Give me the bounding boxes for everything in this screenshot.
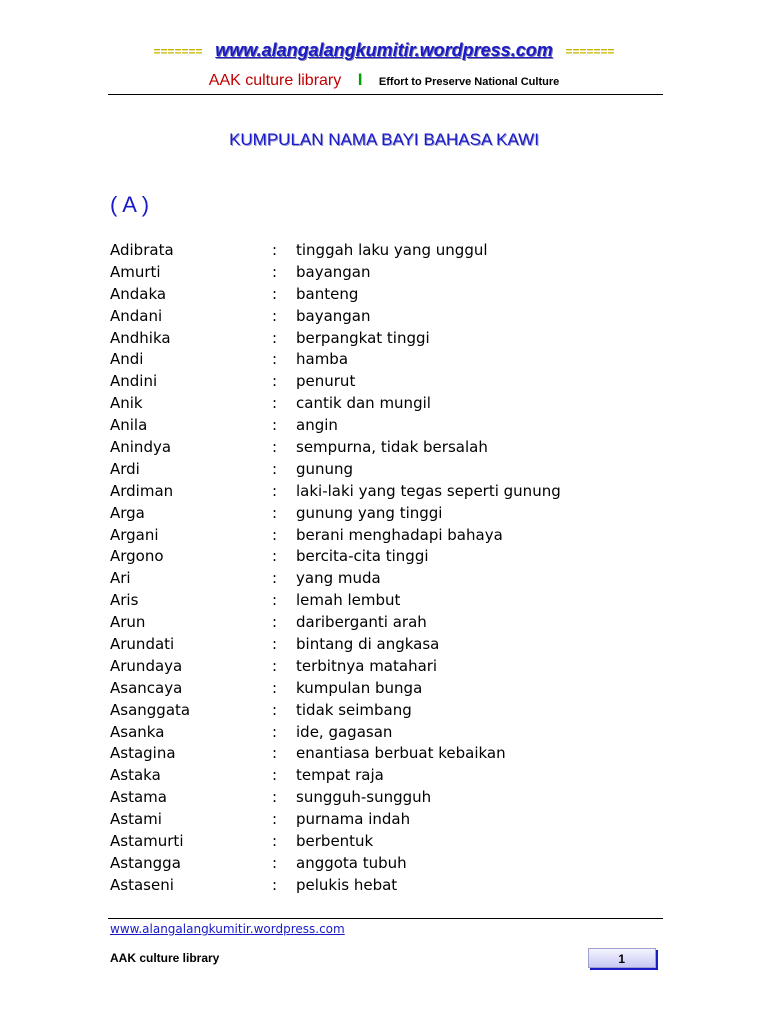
list-item xyxy=(110,765,670,787)
entry-separator: : xyxy=(272,810,278,829)
header-divider xyxy=(108,94,663,95)
header-deco-right: ======= xyxy=(565,44,615,59)
entry-meaning: laki-laki yang tegas seperti gunung xyxy=(296,481,561,500)
entry-separator: : xyxy=(272,284,278,303)
list-item xyxy=(110,262,670,284)
entry-name: Amurti xyxy=(110,262,161,281)
list-item xyxy=(110,525,670,547)
entry-separator: : xyxy=(272,481,278,500)
entry-name: Aris xyxy=(110,591,139,610)
entry-name: Arundaya xyxy=(110,656,183,675)
entry-meaning: bercita-cita tinggi xyxy=(296,547,429,566)
entry-name: Asanggata xyxy=(110,700,191,719)
list-item xyxy=(110,240,670,262)
entry-meaning: angin xyxy=(296,416,338,435)
entry-name: Andaka xyxy=(110,284,167,303)
entry-meaning: dariberganti arah xyxy=(296,613,427,632)
list-item xyxy=(110,349,670,371)
name-list xyxy=(110,240,670,897)
entry-meaning: berbentuk xyxy=(296,832,374,851)
entry-name: Argono xyxy=(110,547,164,566)
entry-name: Andi xyxy=(110,350,144,369)
entry-meaning: ide, gagasan xyxy=(296,722,393,741)
entry-meaning: pelukis hebat xyxy=(296,875,398,894)
header-site-line xyxy=(0,40,768,61)
header-tagline: Effort to Preserve National Culture xyxy=(378,76,560,88)
entry-separator: : xyxy=(272,766,278,785)
entry-meaning: purnama indah xyxy=(296,810,411,829)
header-subtitle xyxy=(0,70,768,90)
entry-meaning: penurut xyxy=(296,372,356,391)
entry-separator: : xyxy=(272,525,278,544)
entry-separator: : xyxy=(272,744,278,763)
entry-name: Astagina xyxy=(110,744,176,763)
entry-separator: : xyxy=(272,459,278,478)
entry-name: Ari xyxy=(110,569,131,588)
entry-separator: : xyxy=(272,262,278,281)
entry-separator: : xyxy=(272,328,278,347)
entry-name: Andhika xyxy=(110,328,171,347)
entry-meaning: sungguh-sungguh xyxy=(296,788,432,807)
list-item xyxy=(110,875,670,897)
entry-separator: : xyxy=(272,372,278,391)
entry-meaning: berpangkat tinggi xyxy=(296,328,430,347)
list-item xyxy=(110,678,670,700)
entry-name: Andini xyxy=(110,372,158,391)
list-item xyxy=(110,656,670,678)
list-item xyxy=(110,437,670,459)
document-title: KUMPULAN NAMA BAYI BAHASA KAWI xyxy=(229,130,539,149)
entry-name: Arundati xyxy=(110,635,175,654)
entry-meaning: bayangan xyxy=(296,306,371,325)
entry-name: Anila xyxy=(110,416,148,435)
entry-name: Ardiman xyxy=(110,481,174,500)
entry-meaning: gunung yang tinggi xyxy=(296,503,443,522)
entry-separator: : xyxy=(272,635,278,654)
entry-separator: : xyxy=(272,306,278,325)
entry-separator: : xyxy=(272,788,278,807)
entry-meaning: enantiasa berbuat kebaikan xyxy=(296,744,506,763)
list-item xyxy=(110,590,670,612)
entry-name: Astami xyxy=(110,810,162,829)
page-number: 1 xyxy=(618,952,625,966)
footer-site-link[interactable]: www.alangalangkumitir.wordpress.com xyxy=(110,922,345,936)
entry-name: Ardi xyxy=(110,459,140,478)
entry-meaning: lemah lembut xyxy=(296,591,401,610)
entry-separator: : xyxy=(272,853,278,872)
list-item xyxy=(110,612,670,634)
entry-separator: : xyxy=(272,875,278,894)
list-item xyxy=(110,700,670,722)
entry-separator: : xyxy=(272,438,278,457)
entry-meaning: bayangan xyxy=(296,262,371,281)
entry-meaning: tinggah laku yang unggul xyxy=(296,241,488,259)
entry-separator: : xyxy=(272,591,278,610)
entry-separator: : xyxy=(272,832,278,851)
list-item xyxy=(110,459,670,481)
list-item xyxy=(110,809,670,831)
entry-meaning: terbitnya matahari xyxy=(296,656,438,675)
entry-name: Astamurti xyxy=(110,832,184,851)
list-item xyxy=(110,284,670,306)
entry-name: Asanka xyxy=(110,722,165,741)
entry-separator: : xyxy=(272,350,278,369)
entry-separator: : xyxy=(272,678,278,697)
entry-meaning: banteng xyxy=(296,284,359,303)
entry-meaning: gunung xyxy=(296,459,354,478)
entry-name: Astaseni xyxy=(110,875,174,894)
list-item xyxy=(110,415,670,437)
header-separator: I xyxy=(357,70,363,89)
entry-name: Arga xyxy=(110,503,145,522)
entry-meaning: berani menghadapi bahaya xyxy=(296,525,503,544)
list-item xyxy=(110,722,670,744)
list-item xyxy=(110,328,670,350)
entry-name: Asancaya xyxy=(110,678,183,697)
list-item xyxy=(110,393,670,415)
footer-divider xyxy=(108,918,663,919)
entry-separator: : xyxy=(272,394,278,413)
entry-separator: : xyxy=(272,722,278,741)
list-item xyxy=(110,634,670,656)
entry-separator: : xyxy=(272,547,278,566)
list-item xyxy=(110,371,670,393)
list-item xyxy=(110,546,670,568)
page-number-badge xyxy=(588,948,656,968)
entry-meaning: tempat raja xyxy=(296,766,384,785)
header-library-name: AAK culture library xyxy=(208,72,342,89)
footer-library-name: AAK culture library xyxy=(110,951,220,965)
entry-separator: : xyxy=(272,241,278,259)
entry-separator: : xyxy=(272,613,278,632)
entry-meaning: bintang di angkasa xyxy=(296,635,440,654)
entry-name: Astama xyxy=(110,788,167,807)
list-item xyxy=(110,831,670,853)
entry-meaning: tidak seimbang xyxy=(296,700,412,719)
list-item xyxy=(110,306,670,328)
entry-meaning: cantik dan mungil xyxy=(296,394,431,413)
entry-name: Astangga xyxy=(110,853,181,872)
entry-meaning: hamba xyxy=(296,350,349,369)
list-item xyxy=(110,481,670,503)
entry-meaning: kumpulan bunga xyxy=(296,678,423,697)
header-deco-left: ======= xyxy=(153,44,203,59)
header-site-link[interactable]: www.alangalangkumitir.wordpress.com xyxy=(215,40,553,60)
section-heading: ( A ) xyxy=(110,192,150,217)
entry-separator: : xyxy=(272,503,278,522)
entry-name: Arun xyxy=(110,613,146,632)
entry-name: Anik xyxy=(110,394,143,413)
entry-meaning: anggota tubuh xyxy=(296,853,407,872)
entry-separator: : xyxy=(272,569,278,588)
list-item xyxy=(110,568,670,590)
entry-separator: : xyxy=(272,416,278,435)
list-item xyxy=(110,787,670,809)
list-item xyxy=(110,503,670,525)
entry-separator: : xyxy=(272,700,278,719)
entry-name: Astaka xyxy=(110,766,161,785)
entry-name: Argani xyxy=(110,525,159,544)
list-item xyxy=(110,853,670,875)
entry-meaning: yang muda xyxy=(296,569,381,588)
entry-name: Adibrata xyxy=(110,241,174,259)
entry-name: Anindya xyxy=(110,438,172,457)
entry-meaning: sempurna, tidak bersalah xyxy=(296,438,488,457)
entry-name: Andani xyxy=(110,306,163,325)
list-item xyxy=(110,743,670,765)
entry-separator: : xyxy=(272,656,278,675)
